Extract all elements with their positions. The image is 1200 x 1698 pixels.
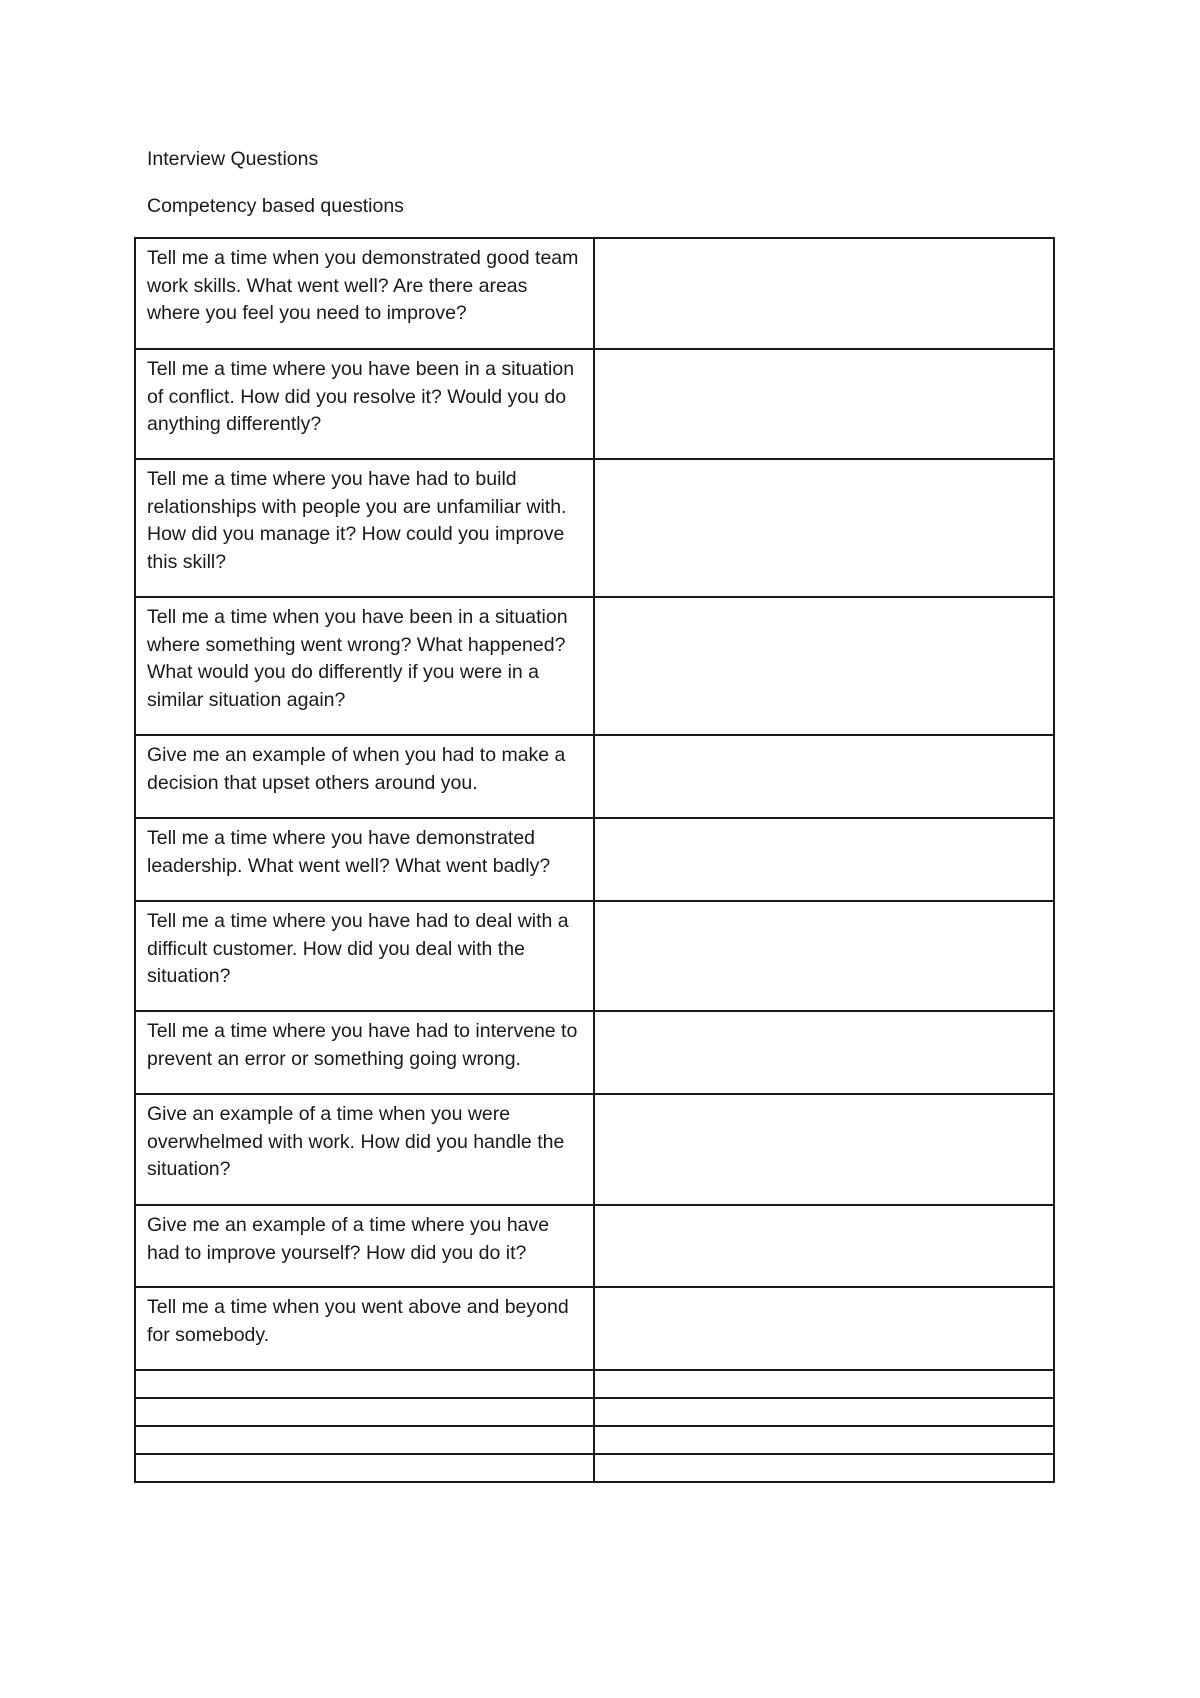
table-row: [135, 349, 1054, 459]
table-row: [135, 1287, 1054, 1370]
blank-question-cell[interactable]: [135, 1426, 594, 1454]
blank-answer-cell[interactable]: [594, 1454, 1054, 1482]
blank-question-cell[interactable]: [135, 1454, 594, 1482]
blank-question-cell[interactable]: [135, 1398, 594, 1426]
table-row: [135, 1094, 1054, 1205]
question-cell: Give an example of a time when you were overwhelmed with work. How did you handle the situation?: [135, 1094, 594, 1205]
question-cell: Tell me a time when you went above and beyond for somebody.: [135, 1287, 594, 1370]
blank-row: [135, 1398, 1054, 1426]
section-title: Competency based questions: [147, 195, 404, 217]
answer-cell[interactable]: [594, 349, 1054, 459]
question-cell: Give me an example of a time where you have had to improve yourself? How did you do it?: [135, 1205, 594, 1287]
blank-answer-cell[interactable]: [594, 1398, 1054, 1426]
question-cell: Tell me a time where you have had to intervene to prevent an error or something going wrong.: [135, 1011, 594, 1094]
table-row: [135, 818, 1054, 901]
table-row: [135, 459, 1054, 597]
question-cell: Tell me a time where you have been in a situation of conflict. How did you resolve it? Would you do anything differently?: [135, 349, 594, 459]
blank-row: [135, 1370, 1054, 1398]
answer-cell[interactable]: [594, 238, 1054, 349]
question-cell: Tell me a time when you demonstrated good team work skills. What went well? Are there areas where you feel you need to improve?: [135, 238, 594, 349]
table-row: [135, 238, 1054, 349]
table-row: [135, 901, 1054, 1011]
blank-answer-cell[interactable]: [594, 1426, 1054, 1454]
question-cell: Tell me a time when you have been in a situation where something went wrong? What happened? What would you do differently if you were in a similar situation again?: [135, 597, 594, 735]
answer-cell[interactable]: [594, 1094, 1054, 1205]
page-title: Interview Questions: [147, 148, 319, 170]
table-row: [135, 735, 1054, 818]
question-cell: Give me an example of when you had to make a decision that upset others around you.: [135, 735, 594, 818]
answer-cell[interactable]: [594, 818, 1054, 901]
blank-question-cell[interactable]: [135, 1370, 594, 1398]
answer-cell[interactable]: [594, 597, 1054, 735]
question-cell: Tell me a time where you have had to build relationships with people you are unfamiliar with. How did you manage it? How could you improve this skill?: [135, 459, 594, 597]
answer-cell[interactable]: [594, 735, 1054, 818]
answer-cell[interactable]: [594, 459, 1054, 597]
answer-cell[interactable]: [594, 1011, 1054, 1094]
table-row: [135, 1205, 1054, 1287]
question-cell: Tell me a time where you have demonstrated leadership. What went well? What went badly?: [135, 818, 594, 901]
answer-cell[interactable]: [594, 1287, 1054, 1370]
question-cell: Tell me a time where you have had to deal with a difficult customer. How did you deal with the situation?: [135, 901, 594, 1011]
answer-cell[interactable]: [594, 901, 1054, 1011]
answer-cell[interactable]: [594, 1205, 1054, 1287]
table-row: [135, 597, 1054, 735]
blank-row: [135, 1454, 1054, 1482]
blank-answer-cell[interactable]: [594, 1370, 1054, 1398]
questions-table: [134, 237, 1055, 1483]
blank-row: [135, 1426, 1054, 1454]
table-row: [135, 1011, 1054, 1094]
